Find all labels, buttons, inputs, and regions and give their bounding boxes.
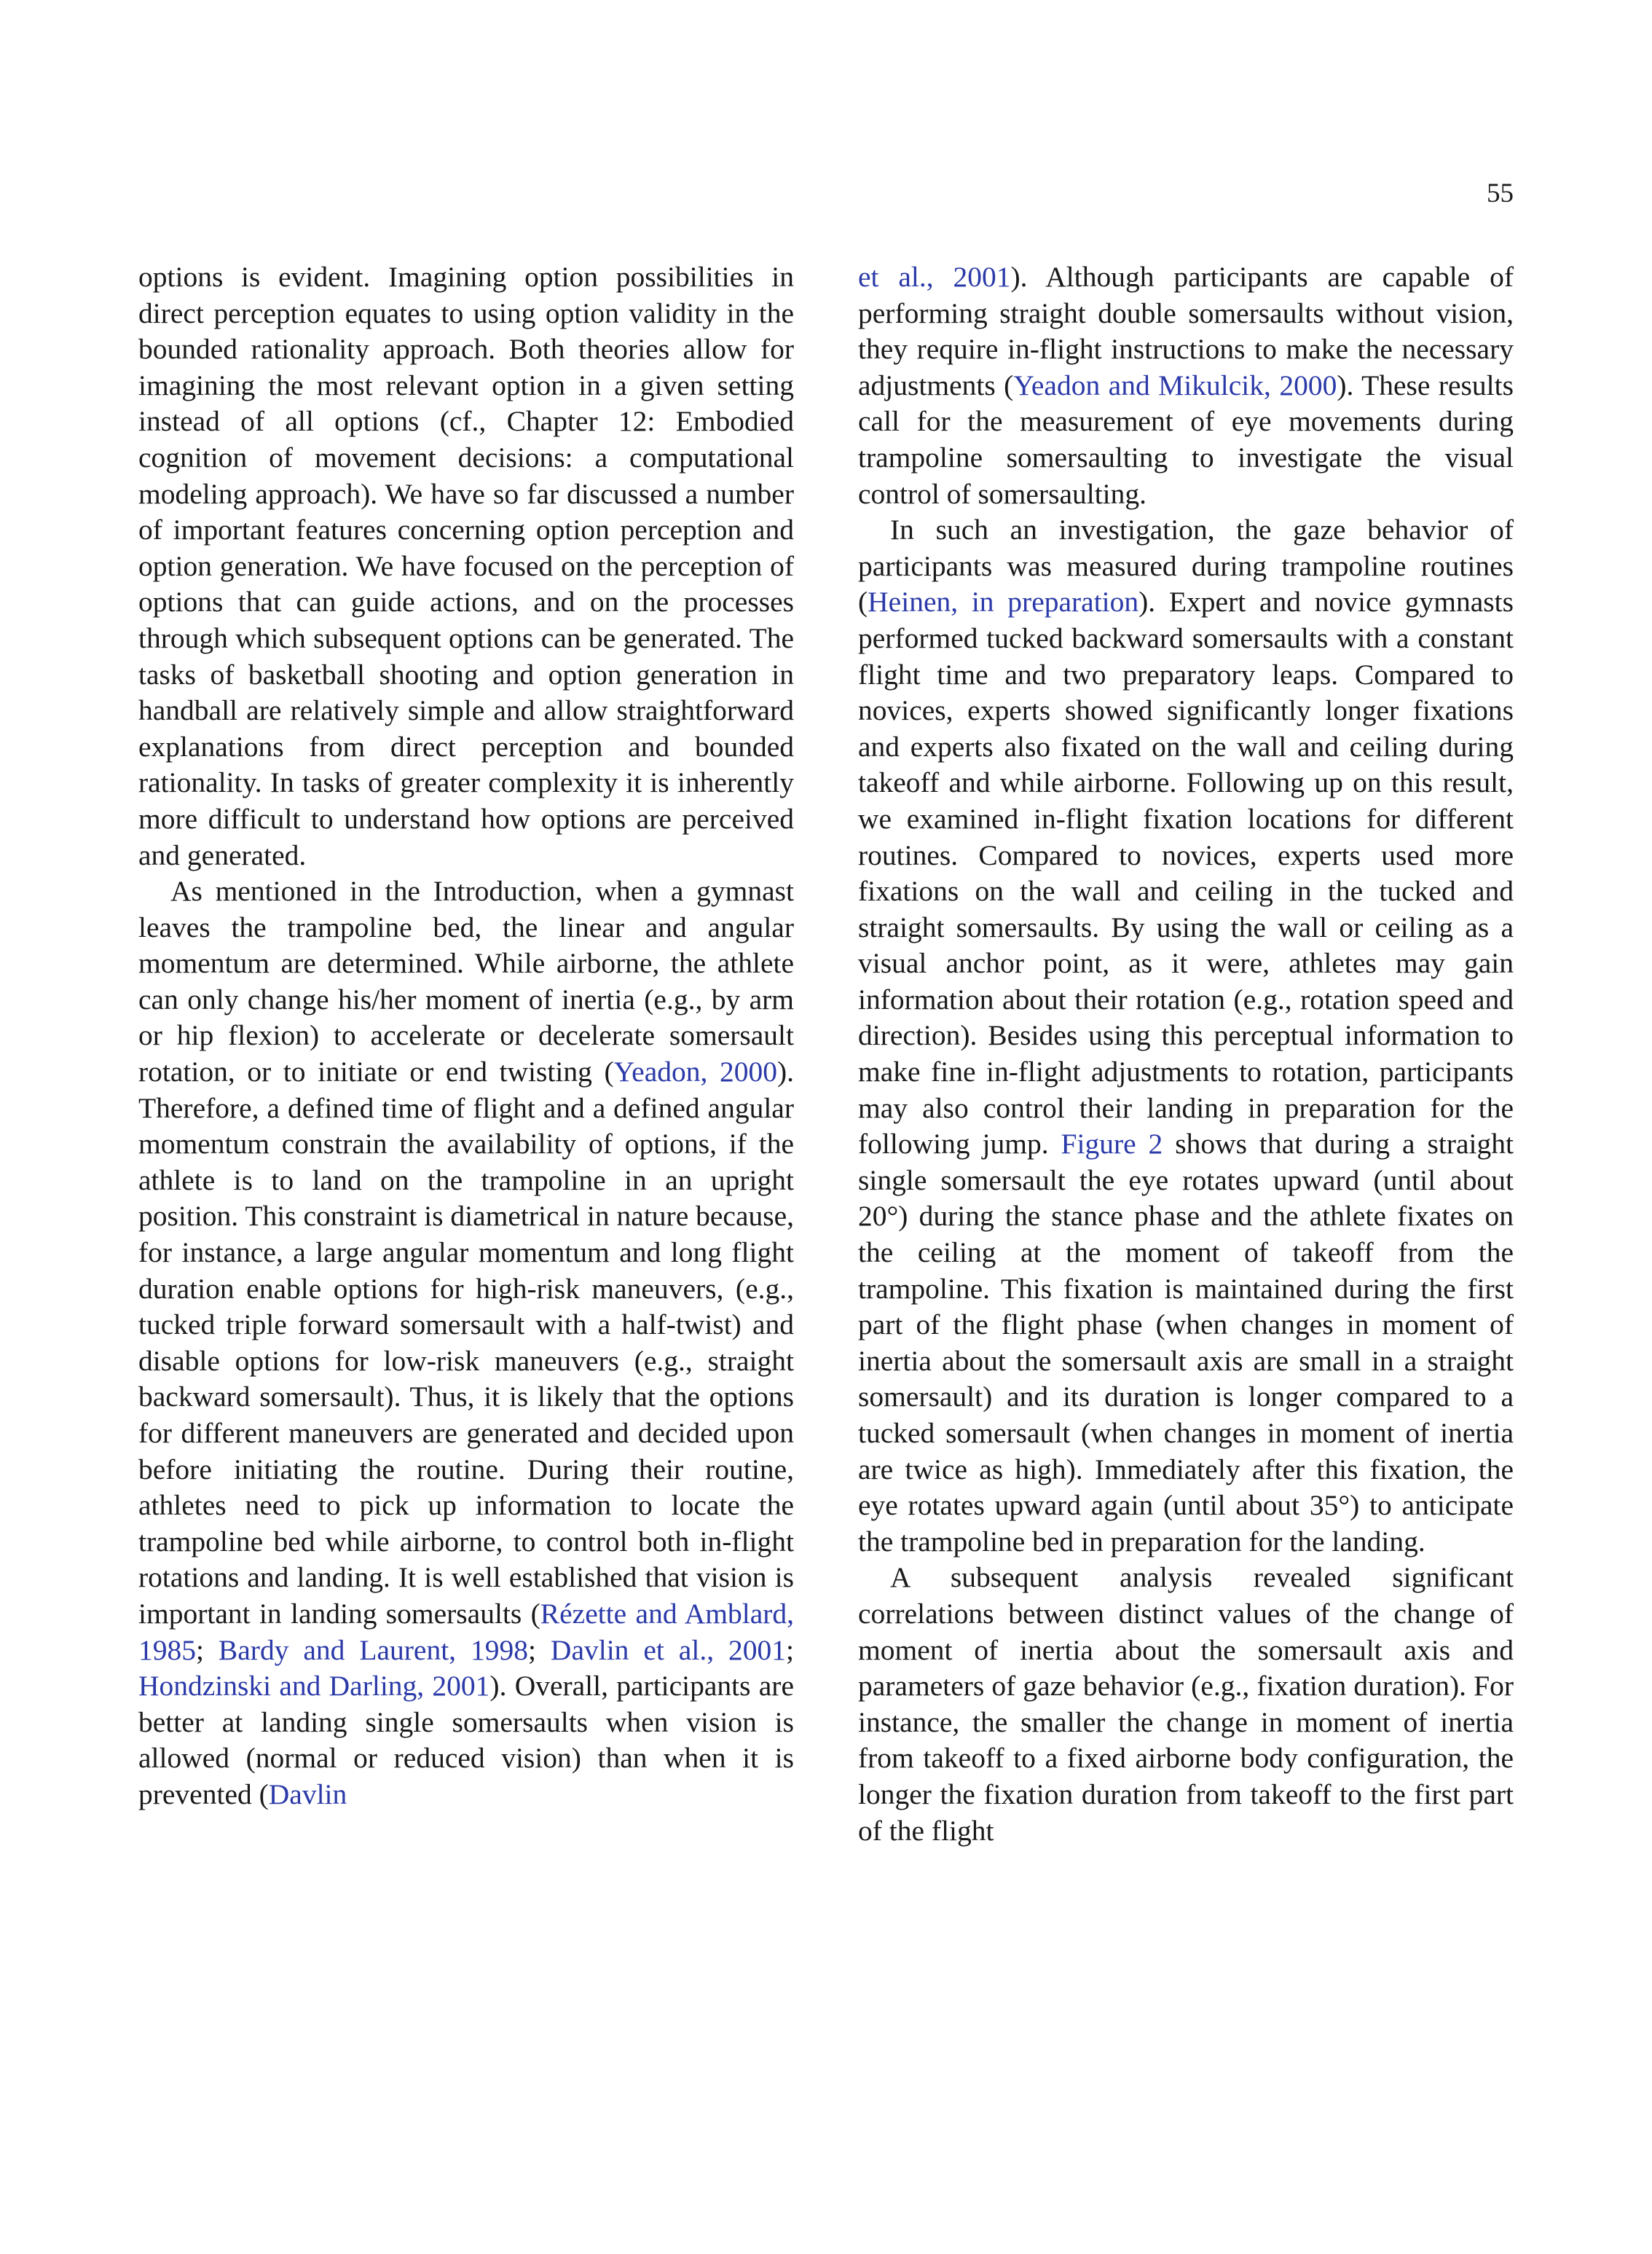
citation-link[interactable]: Hondzinski and Darling, 2001 [138,1670,490,1703]
text-run: ; [786,1633,794,1666]
left-column [138,259,794,1813]
citation-link[interactable]: Davlin [268,1778,347,1810]
text-run: ). Expert and novice gymnasts performed tucked backward somersaults with a constant flight time and two preparatory leaps. Compared to novices, experts showed significantly longer fixations and experts also fixated on the wall and ceiling during takeoff and while airborne. Following up on this result, we examined in-flight fixation locations for different routines. Compared to novices, experts used more fixations on the wall and ceiling in the tucked and straight somersaults. By using the wall or ceiling as a visual anchor point, as it were, athletes may gain information about their rotation (e.g., rotation speed and direction). Besides using this perceptual information to make fine in-flight adjustments to rotation, participants may also control their landing in preparation for the following jump. [858,586,1514,1161]
paragraph [138,873,794,1813]
right-column [858,259,1514,1849]
text-run: options is evident. Imagining option possibilities in direct perception equates to using option validity in the bounded rationality approach. Both theories allow for imagining the most relevant option in a given setting instead of all options (cf., Chapter 12: Embodied cognition of movement decisions: a computational modeling approach). We have so far discussed a number of important features concerning option perception and option generation. We have focused on the perception of options that can guide actions, and on the processes through which subsequent options can be generated. The tasks of basketball shooting and option generation in handball are relatively simple and allow straightforward explanations from direct perception and bounded rationality. In tasks of greater complexity it is inherently more difficult to understand how options are perceived and generated. [138,261,794,871]
citation-link[interactable]: Rézette and Amblard, 1985 [138,1597,795,1666]
text-run: As mentioned in the Introduction, when a gymnast leaves the trampoline bed, the linear and angular momentum are determined. While airborne, the athlete can only change his/her moment of inertia (e.g., by arm or hip flexion) to accelerate or decelerate somersault rotation, or to initiate or end twisting ( [138,875,794,1088]
text-run: ; [196,1633,219,1666]
citation-link[interactable]: Yeadon and Mikulcik, 2000 [1013,369,1337,401]
text-run: ). These results call for the measurement of eye movements during trampoline somersaulting to investigate the visual control of somersaulting. [858,369,1514,510]
text-run: A subsequent analysis revealed significant correlations between distinct values of the change of moment of inertia about the somersault axis and parameters of gaze behavior (e.g., fixation duration). For instance, the smaller the change in moment of inertia from takeoff to a fixed airborne body configuration, the longer the fixation duration from takeoff to the first part of the flight [858,1561,1514,1847]
citation-link[interactable]: Yeadon, 2000 [613,1056,777,1088]
citation-link[interactable]: Davlin et al., 2001 [550,1633,787,1666]
paragraph [858,512,1514,1560]
text-run: shows that during a straight single somersault the eye rotates upward (until about 20°) during the stance phase and the athlete fixates on the ceiling at the moment of takeoff from the trampoline. This fixation is maintained during the first part of the flight phase (when changes in moment of inertia about the somersault axis are small in a straight somersault) and its duration is longer compared to a tucked somersault (when changes in moment of inertia are twice as high). Immediately after this fixation, the eye rotates upward again (until about 35°) to anticipate the trampoline bed in preparation for the landing. [858,1128,1514,1558]
page-number: 55 [1487,178,1514,208]
text-run: ). Although participants are capable of performing straight double somersaults without vision, they require in-flight instructions to make the necessary adjustments ( [858,261,1514,401]
citation-link[interactable]: Heinen, in preparation [868,586,1139,619]
paragraph [858,259,1514,512]
text-run: ; [528,1633,551,1666]
citation-link[interactable]: Bardy and Laurent, 1998 [218,1633,528,1666]
text-run: ). Overall, participants are better at landing single somersaults when vision is allowed (normal or reduced vision) than when it is prevented ( [138,1670,794,1810]
paragraph [138,259,794,873]
text-run: ). Therefore, a defined time of flight and a defined angular momentum constrain the availability of options, if the athlete is to land on the trampoline in an upright position. This constraint is diametrical in nature because, for instance, a large angular momentum and long flight duration enable options for high-risk maneuvers, (e.g., tucked triple forward somersault with a half-twist) and disable options for low-risk maneuvers (e.g., straight backward somersault). Thus, it is likely that the options for different maneuvers are generated and decided upon before initiating the routine. During their routine, athletes need to pick up information to locate the trampoline bed while airborne, to control both in-flight rotations and landing. It is well established that vision is important in landing somersaults ( [138,1056,794,1630]
text-run: In such an investigation, the gaze behavior of participants was measured during trampoline routines ( [858,514,1514,619]
citation-link[interactable]: et al., 2001 [858,261,1011,293]
citation-link[interactable]: Figure 2 [1061,1128,1163,1161]
paragraph [858,1560,1514,1849]
